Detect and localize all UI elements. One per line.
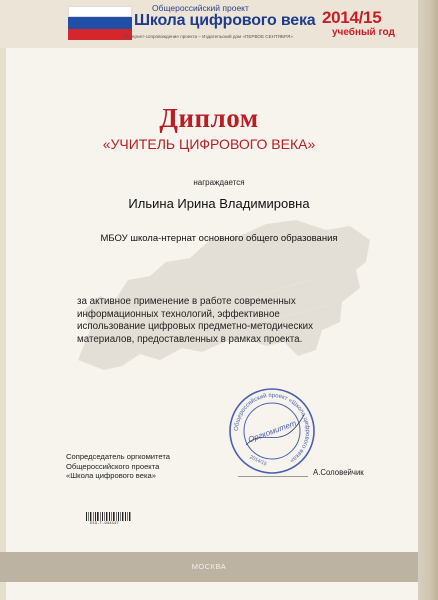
school-name: МБОУ школа-нтернат основного общего образования: [100, 233, 338, 244]
award-reason-line: использование цифровых предметно-методических: [77, 321, 314, 332]
award-reason-line: за активное применение в работе современных: [77, 296, 296, 307]
recipient-name: Ильина Ирина Владимировна: [128, 196, 310, 211]
stamp-center-text: Оргкомитет: [246, 418, 298, 445]
award-reason-line: информационных технологий, эффективное: [77, 308, 280, 320]
signature-role-line: Общероссийского проекта: [66, 461, 160, 471]
project-name: Школа цифрового века: [134, 12, 316, 29]
stamp-date: 2014/15: [248, 454, 268, 468]
school-year-label: учебный год: [332, 27, 395, 38]
signature-role-line: «Школа цифрового века»: [66, 471, 156, 481]
signature-role-line: Сопредседатель оргкомитета: [66, 452, 171, 461]
russian-flag-icon: [68, 6, 132, 40]
school-year: 2014/15: [322, 8, 382, 27]
project-support-line: Интернет-сопровождение проекта – Издательский дом «ПЕРВОЕ СЕНТЯБРЯ»: [124, 34, 293, 39]
signature-line: [238, 476, 308, 477]
left-frame: [0, 0, 6, 600]
diploma-subtitle: «УЧИТЕЛЬ ЦИФРОВОГО ВЕКА»: [102, 136, 316, 152]
organizing-committee-stamp: [226, 385, 318, 477]
stamp-ring-text: Общероссийский проект «Школа цифрового века»: [233, 392, 311, 464]
signer-name: А.Соловейчик: [313, 468, 364, 477]
awarded-label: награждается: [193, 178, 245, 187]
barcode-code: DIG-T-944147: [90, 522, 119, 526]
award-reason-line: материалов, предоставленных в рамках проекта.: [77, 333, 303, 345]
award-reason: [77, 296, 377, 346]
footer-city: МОСКВА: [191, 562, 227, 571]
right-frame: [418, 0, 438, 600]
barcode: [86, 512, 132, 521]
project-label: Общероссийский проект: [152, 3, 249, 13]
diploma-title: Диплом: [159, 103, 259, 133]
signature-role: [66, 452, 170, 481]
